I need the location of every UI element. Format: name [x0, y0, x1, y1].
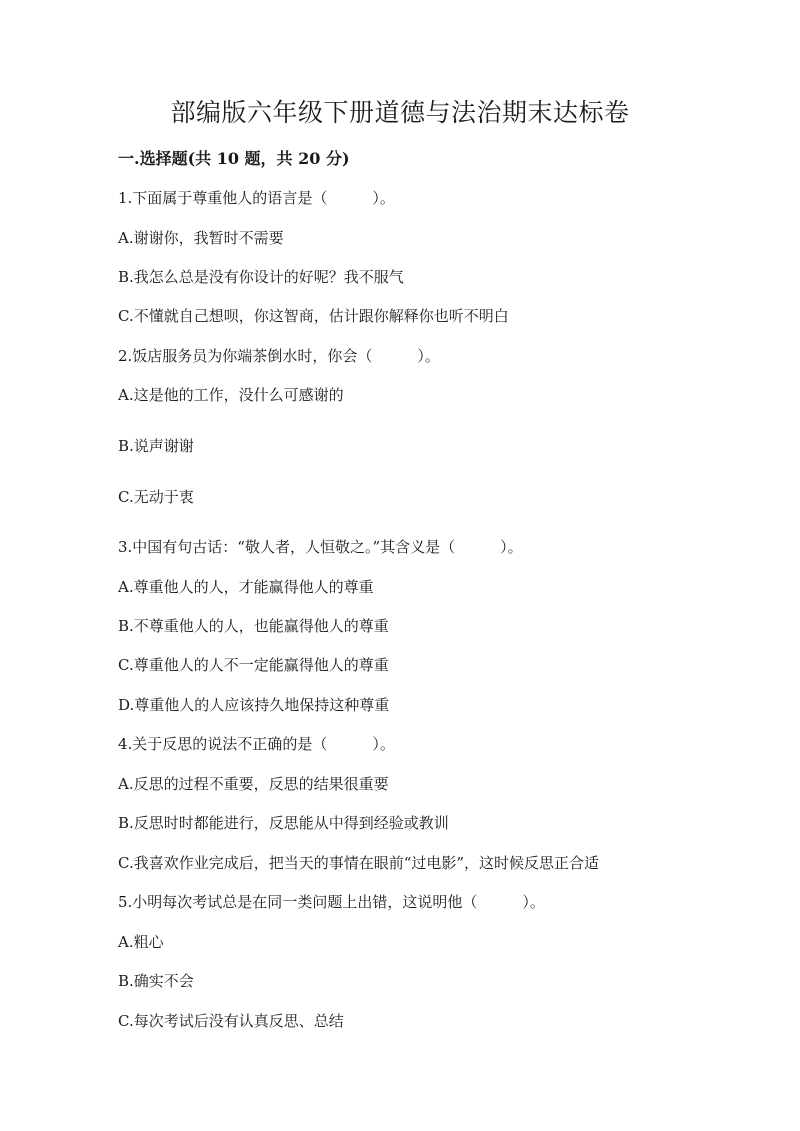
q1-option-c: C.不懂就自己想呗，你这智商，估计跟你解释你也听不明白 [118, 307, 509, 325]
q3-option-c: C.尊重他人的人不一定能赢得他人的尊重 [118, 656, 389, 674]
q1-option-b: B.我怎么总是没有你设计的好呢？我不服气 [118, 268, 404, 286]
q2-option-c: C.无动于衷 [118, 488, 194, 506]
q2-option-a: A.这是他的工作，没什么可感谢的 [118, 386, 344, 404]
question-2: 2.饭店服务员为你端茶倒水时，你会（ ）。 [118, 347, 440, 365]
page-title: 部编版六年级下册道德与法治期末达标卷 [170, 98, 630, 127]
q3-option-b: B.不尊重他人的人，也能赢得他人的尊重 [118, 617, 389, 635]
q2-option-b: B.说声谢谢 [118, 437, 194, 455]
q5-option-c: C.每次考试后没有认真反思、总结 [118, 1012, 344, 1030]
q5-option-b: B.确实不会 [118, 972, 194, 990]
q4-option-a: A.反思的过程不重要，反思的结果很重要 [118, 775, 389, 793]
q4-option-b: B.反思时时都能进行，反思能从中得到经验或教训 [118, 814, 449, 832]
question-4: 4.关于反思的说法不正确的是（ ）。 [118, 735, 395, 753]
q5-option-a: A.粗心 [118, 933, 164, 951]
section-heading: 一.选择题(共 10 题，共 20 分) [118, 149, 350, 168]
q4-option-c: C.我喜欢作业完成后，把当天的事情在眼前“过电影”，这时候反思正合适 [118, 854, 600, 872]
question-1: 1.下面属于尊重他人的语言是（ ）。 [118, 189, 395, 207]
q1-option-a: A.谢谢你，我暂时不需要 [118, 229, 284, 247]
q3-option-d: D.尊重他人的人应该持久地保持这种尊重 [118, 696, 390, 714]
question-5: 5.小明每次考试总是在同一类问题上出错，这说明他（ ）。 [118, 893, 545, 911]
q3-option-a: A.尊重他人的人，才能赢得他人的尊重 [118, 578, 374, 596]
question-3: 3.中国有句古话：“敬人者，人恒敬之。”其含义是（ ）。 [118, 538, 523, 556]
